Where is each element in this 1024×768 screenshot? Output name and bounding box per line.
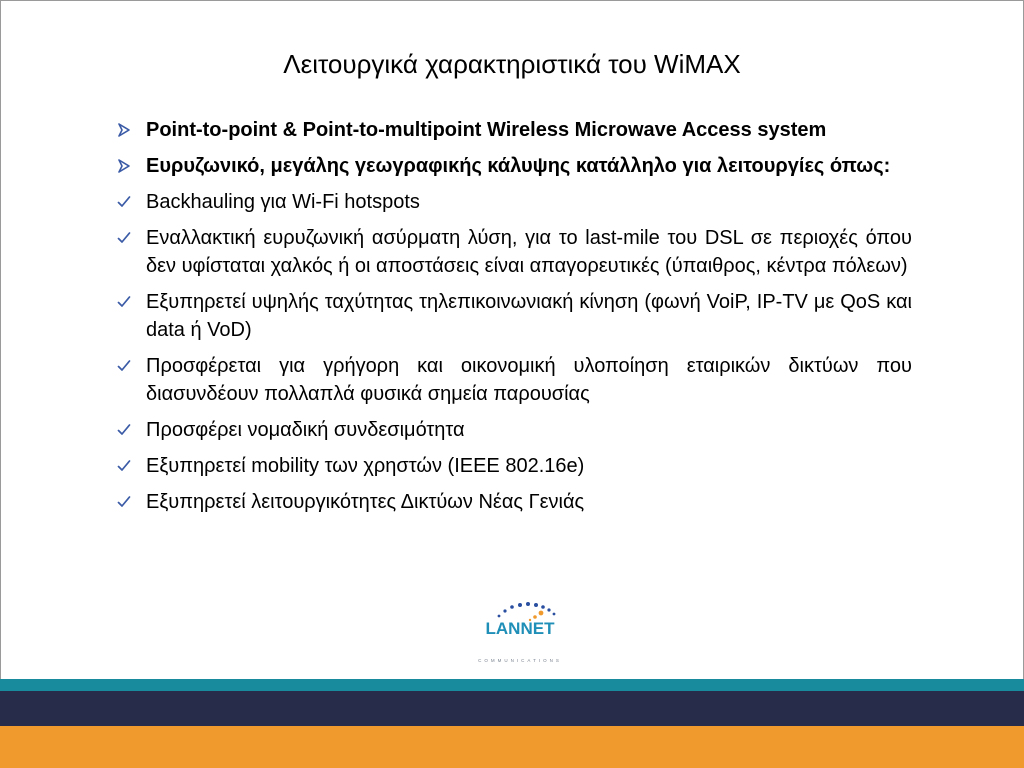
footer-band-teal (0, 679, 1024, 691)
bullet-text: Point-to-point & Point-to-multipoint Wireless Microwave Access system (146, 119, 827, 141)
logo-tagline: COMMUNICATIONS (478, 658, 562, 663)
footer-band-navy (0, 691, 1024, 726)
bullet-item (112, 188, 912, 216)
bullet-item (112, 224, 912, 280)
bullet-text: Προσφέρει νομαδική συνδεσιμότητα (146, 419, 465, 441)
bullet-item (112, 116, 912, 144)
lannet-logo (455, 598, 585, 668)
bullet-text: Προσφέρεται για γρήγορη και οικονομική υλοποίηση εταιρικών δικτύων που διασυνδέουν πολλαπλά φυσικά σημεία παρουσίας (146, 355, 912, 405)
bullet-item (112, 416, 912, 444)
bullet-item (112, 152, 912, 180)
bullet-text: Εξυπηρετεί mobility των χρηστών (IEEE 802.16e) (146, 455, 585, 477)
arrow-bullet-icon (112, 152, 136, 180)
bullet-text: Backhauling για Wi-Fi hotspots (146, 191, 420, 213)
bullet-item (112, 488, 912, 516)
bullet-text: Εξυπηρετεί λειτουργικότητες Δικτύων Νέας Γενιάς (146, 491, 585, 513)
bullet-item (112, 352, 912, 408)
bullet-text: Εναλλακτική ευρυζωνική ασύρματη λύση, για το last-mile του DSL σε περιοχές όπου δεν υφίσταται χαλκός ή οι αποστάσεις είναι απαγορευτικές (ύπαιθρος, κέντρα πόλεων) (146, 227, 912, 277)
checkmark-icon (112, 352, 136, 380)
bullet-item (112, 452, 912, 480)
bullet-text: Εξυπηρετεί υψηλής ταχύτητας τηλεπικοινωνιακή κίνηση (φωνή VoiP, IP-TV με QoS και data ή VoD) (146, 291, 912, 341)
checkmark-icon (112, 288, 136, 316)
checkmark-icon (112, 188, 136, 216)
bullet-item (112, 288, 912, 344)
arrow-bullet-icon (112, 116, 136, 144)
footer-band-orange (0, 726, 1024, 768)
bullet-list (112, 116, 912, 524)
checkmark-icon (112, 416, 136, 444)
logo-wordmark: LANNET (485, 619, 555, 638)
checkmark-icon (112, 488, 136, 516)
slide-title: Λειτουργικά χαρακτηριστικά του WiMAX (283, 49, 741, 79)
checkmark-icon (112, 452, 136, 480)
bullet-text: Ευρυζωνικό, μεγάλης γεωγραφικής κάλυψης κατάλληλο για λειτουργίες όπως: (146, 155, 891, 177)
checkmark-icon (112, 224, 136, 252)
